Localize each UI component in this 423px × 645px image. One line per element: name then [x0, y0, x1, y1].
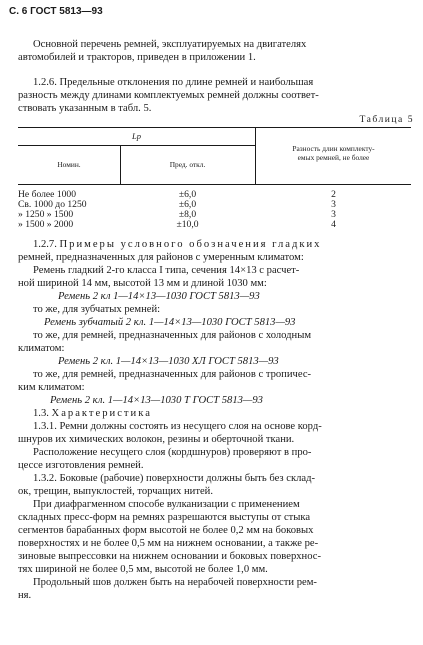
paragraph-line: то же, для зубчатых ремней: — [33, 304, 161, 315]
table-header-rule — [18, 184, 411, 185]
paragraph-line: Расположение несущего слоя (кордшнуров) проверяют в про- — [33, 447, 312, 458]
table-top-rule — [18, 127, 411, 128]
paragraph-line: то же, для ремней, предназначенных для районов с тропичес- — [33, 369, 312, 380]
paragraph-line: ствовать указанным в табл. 5. — [18, 103, 152, 114]
paragraph-line: разность между длинами комплектуемых ремней должны соответ- — [18, 90, 319, 101]
paragraph-line: При диафрагменном способе вулканизации с применением — [33, 499, 300, 510]
paragraph-line: зиновые выпрессовки на нижнем основании и боковых поверхнос- — [18, 551, 321, 562]
table-cell-difference: 3 — [331, 209, 336, 220]
paragraph-line: складных пресс-форм на ремнях разрешаются выступы от стыка — [18, 512, 311, 523]
paragraph-line: ок, трещин, выпуклостей, торчащих нитей. — [18, 486, 213, 497]
section-title: Характеристика — [51, 408, 152, 419]
section-title: Примеры условного обозначения гладких — [59, 239, 322, 250]
table-header-difference-line: емых ремней, не более — [297, 153, 370, 162]
paragraph-line: 1.3.2. Боковые (рабочие) поверхности должны быть без склад- — [33, 473, 316, 484]
table-header-nominal: Номин. — [57, 160, 81, 169]
designation-example: Ремень зубчатый 2 кл. 1—14×13—1030 ГОСТ 5813—93 — [44, 317, 296, 328]
designation-example: Ремень 2 кл. 1—14×13—1030 Т ГОСТ 5813—93 — [50, 395, 263, 406]
table-cell-deviation: ±6,0 — [178, 189, 197, 200]
table-cell-deviation: ±10,0 — [176, 219, 199, 230]
table-cell-nominal: » 1500 » 2000 — [18, 219, 74, 230]
paragraph-line: цессе изготовления ремней. — [18, 460, 144, 471]
table-cell-difference: 3 — [331, 199, 336, 210]
designation-example: Ремень 2 кл. 1—14×13—1030 ХЛ ГОСТ 5813—93 — [58, 356, 279, 367]
paragraph-line: 1.3.1. Ремни должны состоять из несущего слоя на основе корд- — [33, 421, 322, 432]
table-cell-nominal: Св. 1000 до 1250 — [18, 199, 87, 210]
table-group-header: Lр — [132, 131, 141, 141]
paragraph-line: то же, для ремней, предназначенных для районов с холодным — [33, 330, 312, 341]
paragraph-line: Основной перечень ремней, эксплуатируемых на двигателях — [33, 39, 307, 50]
paragraph-line: шнуров их химических волокон, резины и оберточной ткани. — [18, 434, 295, 445]
section-heading — [33, 238, 321, 251]
paragraph-line: ня. — [18, 590, 32, 601]
paragraph-line: климатом: — [18, 343, 65, 354]
table-header-difference-line: Разность длин комплекту- — [292, 144, 375, 153]
table-cell-nominal: » 1250 » 1500 — [18, 209, 74, 220]
table-subheader-rule — [18, 145, 255, 146]
section-number: 1.3. — [33, 408, 49, 419]
table-cell-difference: 4 — [331, 219, 336, 230]
paragraph-line: тях шириной не более 0,5 мм, высотой не более 1,0 мм. — [18, 564, 268, 575]
page-header: С. 6 ГОСТ 5813—93 — [9, 6, 103, 17]
paragraph-line: автомобилей и тракторов, приведен в приложении 1. — [18, 52, 256, 63]
table-caption: Таблица 5 — [359, 114, 414, 125]
paragraph-line: Ремень гладкий 2-го класса I типа, сечения 14×13 с расчет- — [33, 265, 300, 276]
paragraph-line: Продольный шов должен быть на нерабочей поверхности рем- — [33, 577, 317, 588]
paragraph-line: поверхностях и не более 0,5 мм на нижнем основании, а также ре- — [18, 538, 319, 549]
table-cell-deviation: ±6,0 — [178, 199, 197, 210]
paragraph-line: сегментов барабанных форм высотой не более 0,2 мм на боковых — [18, 525, 314, 536]
paragraph-line: 1.2.6. Предельные отклонения по длине ремней и наибольшая — [33, 77, 314, 88]
paragraph-line: ким климатом: — [18, 382, 85, 393]
designation-example: Ремень 2 кл 1—14×13—1030 ГОСТ 5813—93 — [58, 291, 260, 302]
section-number: 1.2.7. — [33, 239, 57, 250]
table-header-difference — [256, 144, 411, 162]
table-cell-deviation: ±8,0 — [178, 209, 197, 220]
section-heading — [33, 407, 152, 420]
table-cell-nominal: Не более 1000 — [18, 189, 77, 200]
paragraph-line: ремней, предназначенных для районов с умеренным климатом: — [18, 252, 304, 263]
table-cell-difference: 2 — [331, 189, 336, 200]
paragraph-line: ной шириной 14 мм, высотой 13 мм и длиной 1030 мм: — [18, 278, 267, 289]
table-header-deviation: Пред. откл. — [169, 160, 206, 169]
